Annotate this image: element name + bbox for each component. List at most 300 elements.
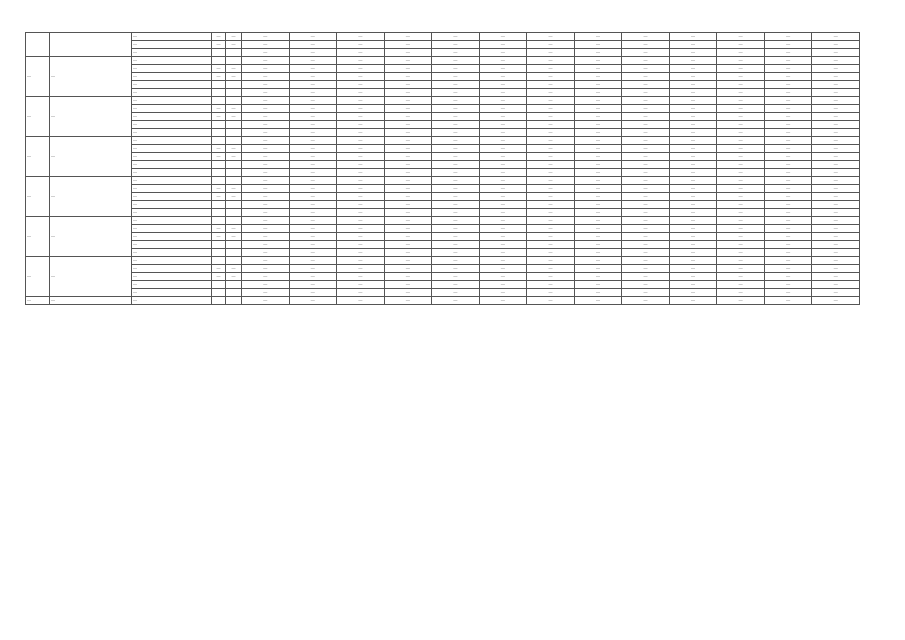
- table-row: [26, 281, 860, 289]
- value-cell: —: [812, 273, 860, 281]
- measure-name: [50, 33, 132, 57]
- value-cell: —: [479, 81, 527, 89]
- value-cell: —: [479, 105, 527, 113]
- value-cell: —: [574, 97, 622, 105]
- value-cell: —: [242, 113, 290, 121]
- value-cell: —: [337, 201, 385, 209]
- value-cell: —: [242, 129, 290, 137]
- value-cell: —: [242, 161, 290, 169]
- value-cell: —: [622, 185, 670, 193]
- measure-name: —: [50, 257, 132, 297]
- value-cell: —: [764, 89, 812, 97]
- value-cell: —: [669, 169, 717, 177]
- table-row: [26, 33, 860, 41]
- value-cell: —: [289, 73, 337, 81]
- code-cell: [226, 297, 242, 305]
- value-cell: —: [337, 49, 385, 57]
- value-cell: —: [669, 281, 717, 289]
- value-cell: —: [812, 89, 860, 97]
- value-cell: —: [717, 249, 765, 257]
- value-cell: —: [764, 297, 812, 305]
- value-cell: —: [242, 241, 290, 249]
- value-cell: —: [717, 73, 765, 81]
- value-cell: —: [812, 209, 860, 217]
- value-cell: —: [669, 81, 717, 89]
- code-cell: [226, 89, 242, 97]
- value-cell: —: [764, 145, 812, 153]
- value-cell: —: [622, 177, 670, 185]
- value-cell: —: [242, 33, 290, 41]
- code-cell: —: [212, 193, 226, 201]
- value-cell: —: [574, 209, 622, 217]
- funding-source: —: [132, 97, 212, 105]
- value-cell: —: [432, 57, 480, 65]
- value-cell: —: [289, 105, 337, 113]
- value-cell: —: [479, 33, 527, 41]
- value-cell: —: [669, 89, 717, 97]
- value-cell: —: [384, 265, 432, 273]
- table-row: [26, 89, 860, 97]
- value-cell: —: [812, 41, 860, 49]
- table-row: [26, 241, 860, 249]
- code-cell: [226, 97, 242, 105]
- code-cell: [226, 281, 242, 289]
- funding-source: —: [132, 89, 212, 97]
- value-cell: —: [622, 225, 670, 233]
- funding-source: —: [132, 65, 212, 73]
- value-cell: —: [242, 137, 290, 145]
- value-cell: —: [337, 129, 385, 137]
- value-cell: —: [289, 249, 337, 257]
- value-cell: —: [527, 121, 575, 129]
- code-cell: —: [212, 185, 226, 193]
- funding-source: —: [132, 169, 212, 177]
- value-cell: —: [717, 105, 765, 113]
- value-cell: —: [717, 129, 765, 137]
- value-cell: —: [337, 265, 385, 273]
- funding-source: —: [132, 233, 212, 241]
- value-cell: —: [669, 145, 717, 153]
- value-cell: —: [432, 241, 480, 249]
- value-cell: —: [384, 33, 432, 41]
- table-row: [26, 209, 860, 217]
- value-cell: —: [479, 145, 527, 153]
- measure-number: —: [26, 177, 50, 217]
- value-cell: —: [432, 225, 480, 233]
- funding-source: —: [132, 137, 212, 145]
- value-cell: —: [384, 113, 432, 121]
- code-cell: —: [212, 225, 226, 233]
- value-cell: —: [384, 161, 432, 169]
- value-cell: —: [337, 81, 385, 89]
- value-cell: —: [717, 65, 765, 73]
- value-cell: —: [432, 129, 480, 137]
- code-cell: [212, 57, 226, 65]
- table-row: [26, 145, 860, 153]
- value-cell: —: [622, 169, 670, 177]
- value-cell: —: [242, 65, 290, 73]
- value-cell: —: [289, 225, 337, 233]
- value-cell: —: [337, 257, 385, 265]
- value-cell: —: [479, 257, 527, 265]
- value-cell: —: [432, 193, 480, 201]
- value-cell: —: [337, 217, 385, 225]
- value-cell: —: [337, 193, 385, 201]
- value-cell: —: [384, 49, 432, 57]
- value-cell: —: [812, 185, 860, 193]
- value-cell: —: [812, 97, 860, 105]
- value-cell: —: [669, 193, 717, 201]
- code-cell: —: [226, 113, 242, 121]
- value-cell: —: [527, 177, 575, 185]
- value-cell: —: [432, 289, 480, 297]
- value-cell: —: [622, 105, 670, 113]
- value-cell: —: [242, 209, 290, 217]
- value-cell: —: [764, 289, 812, 297]
- value-cell: —: [527, 233, 575, 241]
- value-cell: —: [622, 81, 670, 89]
- value-cell: —: [717, 241, 765, 249]
- value-cell: —: [432, 185, 480, 193]
- value-cell: —: [622, 193, 670, 201]
- value-cell: —: [574, 161, 622, 169]
- code-cell: [212, 169, 226, 177]
- value-cell: —: [289, 33, 337, 41]
- value-cell: —: [574, 113, 622, 121]
- measure-name: —: [50, 137, 132, 177]
- value-cell: —: [574, 193, 622, 201]
- value-cell: —: [527, 249, 575, 257]
- value-cell: —: [527, 225, 575, 233]
- value-cell: —: [479, 129, 527, 137]
- code-cell: [212, 289, 226, 297]
- value-cell: —: [479, 217, 527, 225]
- value-cell: —: [337, 225, 385, 233]
- code-cell: [226, 57, 242, 65]
- value-cell: —: [479, 113, 527, 121]
- value-cell: —: [622, 161, 670, 169]
- funding-source: —: [132, 49, 212, 57]
- value-cell: —: [527, 241, 575, 249]
- value-cell: —: [527, 41, 575, 49]
- value-cell: —: [289, 145, 337, 153]
- code-cell: —: [226, 73, 242, 81]
- value-cell: —: [574, 185, 622, 193]
- table-row: [26, 225, 860, 233]
- value-cell: —: [527, 185, 575, 193]
- value-cell: —: [764, 217, 812, 225]
- value-cell: —: [337, 281, 385, 289]
- value-cell: —: [669, 217, 717, 225]
- value-cell: —: [812, 81, 860, 89]
- table-row: [26, 217, 860, 225]
- value-cell: —: [289, 41, 337, 49]
- value-cell: —: [812, 57, 860, 65]
- value-cell: —: [527, 89, 575, 97]
- value-cell: —: [289, 297, 337, 305]
- funding-source: —: [132, 153, 212, 161]
- value-cell: —: [289, 121, 337, 129]
- table-row: [26, 113, 860, 121]
- value-cell: —: [812, 297, 860, 305]
- value-cell: —: [669, 97, 717, 105]
- value-cell: —: [764, 73, 812, 81]
- value-cell: —: [432, 121, 480, 129]
- value-cell: —: [764, 49, 812, 57]
- value-cell: —: [764, 33, 812, 41]
- value-cell: —: [384, 201, 432, 209]
- value-cell: —: [669, 209, 717, 217]
- table-row: [26, 249, 860, 257]
- value-cell: —: [479, 161, 527, 169]
- value-cell: —: [574, 281, 622, 289]
- code-cell: [212, 81, 226, 89]
- funding-source: —: [132, 33, 212, 41]
- value-cell: —: [764, 257, 812, 265]
- value-cell: —: [432, 257, 480, 265]
- value-cell: —: [622, 257, 670, 265]
- value-cell: —: [527, 65, 575, 73]
- value-cell: —: [527, 153, 575, 161]
- value-cell: —: [432, 169, 480, 177]
- measure-number: —: [26, 217, 50, 257]
- value-cell: —: [479, 297, 527, 305]
- value-cell: —: [717, 137, 765, 145]
- value-cell: —: [432, 177, 480, 185]
- value-cell: —: [812, 233, 860, 241]
- value-cell: —: [717, 121, 765, 129]
- value-cell: —: [622, 217, 670, 225]
- table-row: [26, 201, 860, 209]
- measure-name: —: [50, 177, 132, 217]
- value-cell: —: [432, 201, 480, 209]
- value-cell: —: [574, 217, 622, 225]
- value-cell: —: [384, 97, 432, 105]
- code-cell: [212, 121, 226, 129]
- value-cell: —: [622, 249, 670, 257]
- value-cell: —: [242, 281, 290, 289]
- value-cell: —: [527, 217, 575, 225]
- value-cell: —: [527, 281, 575, 289]
- funding-source: —: [132, 105, 212, 113]
- code-cell: [212, 201, 226, 209]
- budget-table: [25, 32, 860, 305]
- value-cell: —: [479, 233, 527, 241]
- value-cell: —: [479, 265, 527, 273]
- value-cell: —: [669, 57, 717, 65]
- value-cell: —: [764, 281, 812, 289]
- value-cell: —: [527, 265, 575, 273]
- value-cell: —: [384, 105, 432, 113]
- value-cell: —: [669, 249, 717, 257]
- value-cell: —: [527, 297, 575, 305]
- value-cell: —: [289, 89, 337, 97]
- value-cell: —: [432, 265, 480, 273]
- value-cell: —: [337, 161, 385, 169]
- value-cell: —: [717, 209, 765, 217]
- value-cell: —: [764, 97, 812, 105]
- funding-source: —: [132, 185, 212, 193]
- value-cell: —: [432, 209, 480, 217]
- value-cell: —: [622, 153, 670, 161]
- table-row: [26, 81, 860, 89]
- value-cell: —: [432, 81, 480, 89]
- value-cell: —: [717, 169, 765, 177]
- value-cell: —: [337, 89, 385, 97]
- value-cell: —: [669, 73, 717, 81]
- value-cell: —: [337, 153, 385, 161]
- value-cell: —: [574, 145, 622, 153]
- funding-source: —: [132, 129, 212, 137]
- code-cell: —: [226, 273, 242, 281]
- code-cell: [212, 249, 226, 257]
- value-cell: —: [717, 161, 765, 169]
- value-cell: —: [669, 289, 717, 297]
- value-cell: —: [242, 193, 290, 201]
- value-cell: —: [337, 57, 385, 65]
- code-cell: —: [226, 265, 242, 273]
- value-cell: —: [669, 105, 717, 113]
- value-cell: —: [337, 137, 385, 145]
- value-cell: —: [289, 217, 337, 225]
- value-cell: —: [717, 233, 765, 241]
- value-cell: —: [242, 233, 290, 241]
- value-cell: —: [764, 273, 812, 281]
- value-cell: —: [479, 97, 527, 105]
- value-cell: —: [289, 161, 337, 169]
- code-cell: —: [226, 185, 242, 193]
- value-cell: —: [384, 257, 432, 265]
- value-cell: —: [289, 257, 337, 265]
- table-row: [26, 297, 860, 305]
- value-cell: —: [812, 265, 860, 273]
- value-cell: —: [622, 137, 670, 145]
- value-cell: —: [479, 249, 527, 257]
- code-cell: [212, 49, 226, 57]
- code-cell: [226, 217, 242, 225]
- value-cell: —: [432, 49, 480, 57]
- value-cell: —: [764, 105, 812, 113]
- code-cell: —: [212, 233, 226, 241]
- value-cell: —: [242, 249, 290, 257]
- value-cell: —: [812, 201, 860, 209]
- value-cell: —: [479, 89, 527, 97]
- value-cell: —: [289, 97, 337, 105]
- value-cell: —: [432, 89, 480, 97]
- value-cell: —: [242, 49, 290, 57]
- code-cell: [212, 297, 226, 305]
- value-cell: —: [764, 41, 812, 49]
- value-cell: —: [384, 177, 432, 185]
- value-cell: —: [812, 137, 860, 145]
- value-cell: —: [622, 49, 670, 57]
- funding-source: —: [132, 193, 212, 201]
- code-cell: [226, 49, 242, 57]
- value-cell: —: [242, 57, 290, 65]
- value-cell: —: [242, 273, 290, 281]
- value-cell: —: [717, 49, 765, 57]
- value-cell: —: [242, 289, 290, 297]
- value-cell: —: [289, 193, 337, 201]
- code-cell: [226, 81, 242, 89]
- value-cell: —: [289, 81, 337, 89]
- code-cell: [212, 161, 226, 169]
- value-cell: —: [574, 177, 622, 185]
- value-cell: —: [384, 289, 432, 297]
- funding-source: —: [132, 273, 212, 281]
- value-cell: —: [289, 289, 337, 297]
- value-cell: —: [242, 89, 290, 97]
- value-cell: —: [337, 145, 385, 153]
- table-row: [26, 193, 860, 201]
- value-cell: —: [669, 121, 717, 129]
- value-cell: —: [622, 97, 670, 105]
- value-cell: —: [717, 225, 765, 233]
- value-cell: —: [764, 65, 812, 73]
- funding-source: —: [132, 161, 212, 169]
- value-cell: —: [717, 273, 765, 281]
- code-cell: —: [212, 41, 226, 49]
- code-cell: [226, 129, 242, 137]
- value-cell: —: [527, 81, 575, 89]
- code-cell: [226, 201, 242, 209]
- value-cell: —: [622, 265, 670, 273]
- value-cell: —: [574, 33, 622, 41]
- value-cell: —: [479, 137, 527, 145]
- value-cell: —: [622, 129, 670, 137]
- value-cell: —: [289, 185, 337, 193]
- value-cell: —: [337, 233, 385, 241]
- value-cell: —: [574, 153, 622, 161]
- value-cell: —: [574, 137, 622, 145]
- funding-source: —: [132, 281, 212, 289]
- value-cell: —: [669, 33, 717, 41]
- value-cell: —: [432, 137, 480, 145]
- table-row: [26, 137, 860, 145]
- value-cell: —: [289, 153, 337, 161]
- value-cell: —: [812, 241, 860, 249]
- value-cell: —: [764, 233, 812, 241]
- value-cell: —: [669, 265, 717, 273]
- code-cell: —: [226, 233, 242, 241]
- value-cell: —: [669, 153, 717, 161]
- value-cell: —: [574, 241, 622, 249]
- value-cell: —: [812, 169, 860, 177]
- value-cell: —: [717, 193, 765, 201]
- value-cell: —: [242, 297, 290, 305]
- value-cell: —: [669, 297, 717, 305]
- value-cell: —: [479, 281, 527, 289]
- value-cell: —: [764, 137, 812, 145]
- value-cell: —: [574, 65, 622, 73]
- value-cell: —: [289, 281, 337, 289]
- value-cell: —: [669, 129, 717, 137]
- value-cell: —: [479, 185, 527, 193]
- value-cell: —: [432, 73, 480, 81]
- value-cell: —: [574, 57, 622, 65]
- value-cell: —: [337, 169, 385, 177]
- value-cell: —: [527, 193, 575, 201]
- value-cell: —: [669, 137, 717, 145]
- value-cell: —: [337, 121, 385, 129]
- value-cell: —: [622, 121, 670, 129]
- value-cell: —: [764, 81, 812, 89]
- value-cell: —: [764, 161, 812, 169]
- value-cell: —: [622, 41, 670, 49]
- funding-source: —: [132, 113, 212, 121]
- value-cell: —: [812, 153, 860, 161]
- code-cell: [212, 137, 226, 145]
